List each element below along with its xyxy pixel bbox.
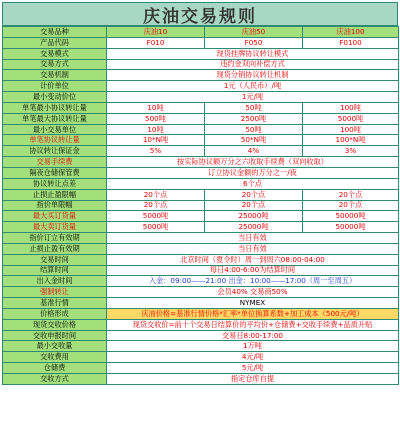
table-row <box>3 341 399 352</box>
table-row <box>3 124 399 135</box>
table-row <box>3 363 399 374</box>
column-header-f10: 庆油10 <box>107 27 205 38</box>
table-row <box>3 222 399 233</box>
rules-table <box>2 26 399 385</box>
row-label: 协议转让保证金 <box>3 146 107 157</box>
row-label: 强制转让 <box>3 287 107 298</box>
table-header-row <box>3 27 399 38</box>
row-label: 最小交易单位 <box>3 124 107 135</box>
row-label: 单笔协议转让量 <box>3 135 107 146</box>
merged-cell: 订立协议金额的万分之一/夜 <box>107 167 399 178</box>
table-row <box>3 135 399 146</box>
merged-cell: 当日有效 <box>107 243 399 254</box>
table-cell: 4% <box>205 146 303 157</box>
table-cell: 50吨 <box>205 102 303 113</box>
table-row <box>3 211 399 222</box>
merged-cell: 按实际协议额万分之六收取手续费（双向收取） <box>107 157 399 168</box>
table-row <box>3 330 399 341</box>
table-cell: 50000吨 <box>303 222 399 233</box>
row-label: 基准行情 <box>3 298 107 309</box>
merged-cell: 6个点 <box>107 178 399 189</box>
merged-cell: NYMEX <box>107 298 399 309</box>
table-row <box>3 146 399 157</box>
table-cell: 20个点 <box>205 200 303 211</box>
table-row <box>3 308 399 319</box>
table-row <box>3 70 399 81</box>
column-header-f50: 庆油50 <box>205 27 303 38</box>
row-label: 指价订立有效期 <box>3 233 107 244</box>
table-row <box>3 254 399 265</box>
table-row <box>3 265 399 276</box>
table-cell: 100吨 <box>303 102 399 113</box>
row-label: 交收方式 <box>3 374 107 385</box>
table-row <box>3 243 399 254</box>
table-row <box>3 287 399 298</box>
table-row <box>3 276 399 287</box>
table-cell: 25000吨 <box>205 222 303 233</box>
table-cell: 5% <box>107 146 205 157</box>
merged-cell: 交易日8:00-17:00 <box>107 330 399 341</box>
table-row <box>3 298 399 309</box>
merged-cell: 违约金双向补偿方式 <box>107 59 399 70</box>
table-cell: 10吨 <box>107 124 205 135</box>
table-row <box>3 233 399 244</box>
table-cell: 5000吨 <box>107 222 205 233</box>
merged-cell: 每日4:00-6:00为结算时间 <box>107 265 399 276</box>
row-label: 最大买订货量 <box>3 211 107 222</box>
row-label: 交易机制 <box>3 70 107 81</box>
row-label: 单笔最小协议转让量 <box>3 102 107 113</box>
table-row <box>3 178 399 189</box>
table-cell: 10*N吨 <box>107 135 205 146</box>
table-cell: 100吨 <box>303 124 399 135</box>
row-label: 指价单限幅 <box>3 200 107 211</box>
table-cell: 20个点 <box>303 189 399 200</box>
merged-cell: 北京时间（夏令时）周一到周六08:00-04:00 <box>107 254 399 265</box>
merged-cell: 指定仓库自提 <box>107 374 399 385</box>
merged-cell: 现货分销协议转让机制 <box>107 70 399 81</box>
table-cell: 5000吨 <box>107 211 205 222</box>
table-cell: F0100 <box>303 37 399 48</box>
merged-cell: 4元/吨 <box>107 352 399 363</box>
row-label: 交易模式 <box>3 48 107 59</box>
row-label: 最大卖订货量 <box>3 222 107 233</box>
row-label: 最小变动价位 <box>3 92 107 103</box>
table-row <box>3 167 399 178</box>
merged-cell: 5元/吨 <box>107 363 399 374</box>
table-row <box>3 157 399 168</box>
table-cell: 100*N吨 <box>303 135 399 146</box>
merged-cell: 现货交收价=前十个交易日结算价的平均价+仓储费+交收手续费+品质升贴 <box>107 319 399 330</box>
row-label: 止损止盈限幅 <box>3 189 107 200</box>
row-label: 结算时间 <box>3 265 107 276</box>
table-cell: 3% <box>303 146 399 157</box>
table-cell: 50000吨 <box>303 211 399 222</box>
table-row <box>3 374 399 385</box>
table-cell: 20个点 <box>303 200 399 211</box>
table-cell: 20个点 <box>107 200 205 211</box>
column-header-variety: 交易品种 <box>3 27 107 38</box>
row-label: 交收费用 <box>3 352 107 363</box>
table-row <box>3 81 399 92</box>
table-row <box>3 113 399 124</box>
table-row <box>3 200 399 211</box>
table-row <box>3 59 399 70</box>
table-cell: F010 <box>107 37 205 48</box>
row-label: 价格形成 <box>3 308 107 319</box>
column-header-f100: 庆油100 <box>303 27 399 38</box>
row-label: 仓储费 <box>3 363 107 374</box>
table-row <box>3 92 399 103</box>
merged-cell: 1万吨 <box>107 341 399 352</box>
merged-cell: 当日有效 <box>107 233 399 244</box>
table-cell: 500吨 <box>107 113 205 124</box>
row-label: 止损止盈有效期 <box>3 243 107 254</box>
row-label: 产品代码 <box>3 37 107 48</box>
row-label: 最小交收量 <box>3 341 107 352</box>
table-cell: 5000吨 <box>303 113 399 124</box>
row-label: 隔夜仓储保管费 <box>3 167 107 178</box>
merged-cell: 入金：09:00——21:00 出金：10:00——17:00（周一至周五） <box>107 276 399 287</box>
merged-cell: 庆油价格=基准行情价格*汇率*单位换算系数+加工成本（500元/吨） <box>107 308 399 319</box>
table-cell: 20个点 <box>205 189 303 200</box>
row-label: 交易手续费 <box>3 157 107 168</box>
merged-cell: 1元/吨 <box>107 92 399 103</box>
merged-cell: 1元（人民币）/吨 <box>107 81 399 92</box>
table-row <box>3 48 399 59</box>
table-cell: F050 <box>205 37 303 48</box>
table-row <box>3 189 399 200</box>
table-row <box>3 352 399 363</box>
table-row <box>3 319 399 330</box>
row-label: 出入金时间 <box>3 276 107 287</box>
row-label: 交易时间 <box>3 254 107 265</box>
table-row <box>3 102 399 113</box>
row-label: 计价单位 <box>3 81 107 92</box>
merged-cell: 现货挂牌协议转让模式 <box>107 48 399 59</box>
row-label: 协议转让点差 <box>3 178 107 189</box>
merged-cell: 会员40% 交易商50% <box>107 287 399 298</box>
table-cell: 10吨 <box>107 102 205 113</box>
table-cell: 2500吨 <box>205 113 303 124</box>
row-label: 交易方式 <box>3 59 107 70</box>
table-cell: 50吨 <box>205 124 303 135</box>
table-cell: 50*N吨 <box>205 135 303 146</box>
table-row <box>3 37 399 48</box>
page-title: 庆油交易规则 <box>2 2 398 26</box>
row-label: 单笔最大协议转让量 <box>3 113 107 124</box>
table-cell: 25000吨 <box>205 211 303 222</box>
row-label: 现货交收价格 <box>3 319 107 330</box>
table-cell: 20个点 <box>107 189 205 200</box>
row-label: 交收申报时间 <box>3 330 107 341</box>
